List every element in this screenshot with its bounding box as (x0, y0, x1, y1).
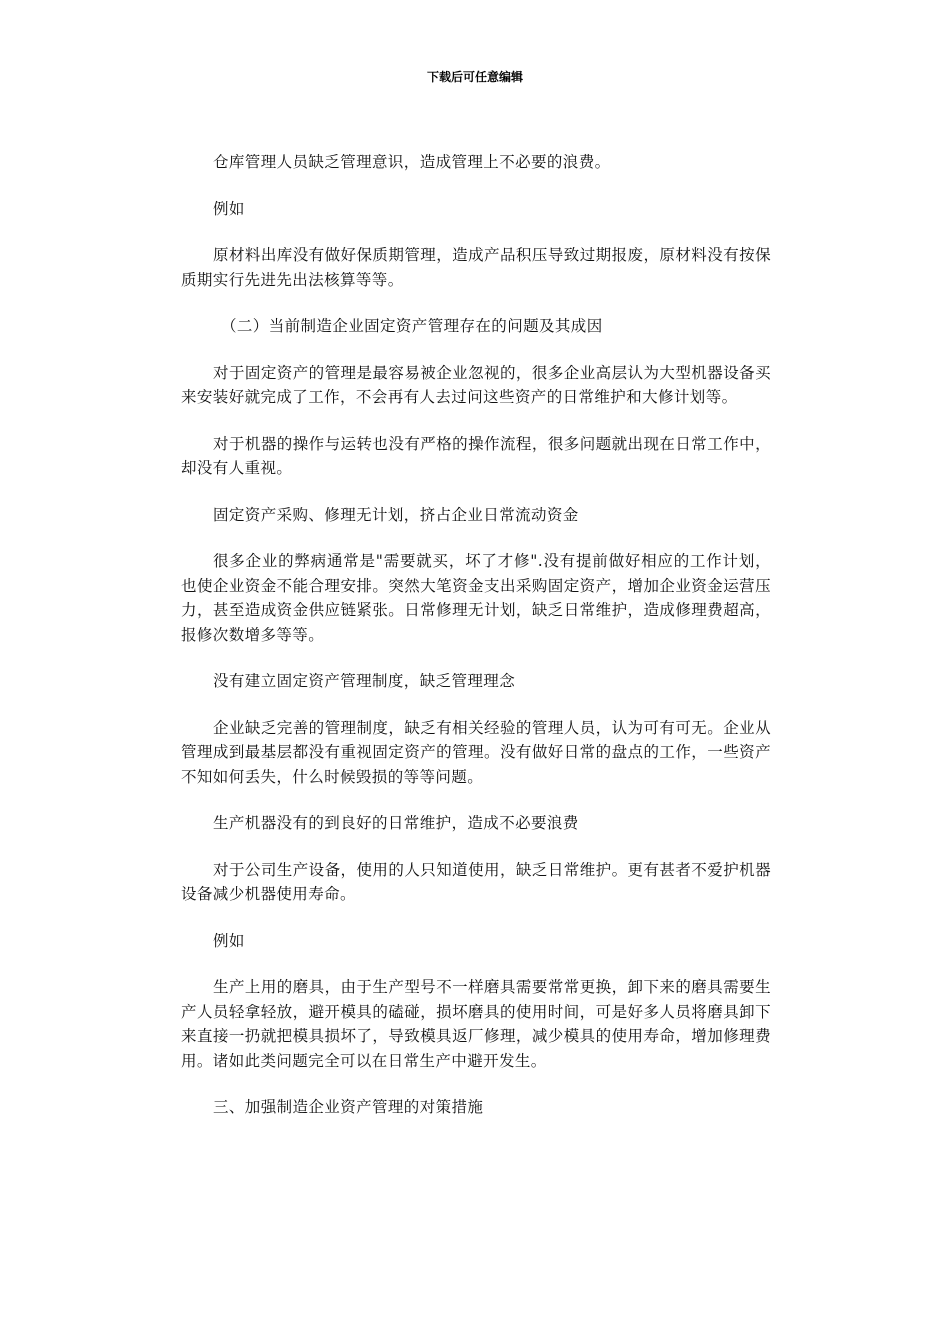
paragraph: 对于公司生产设备，使用的人只知道使用，缺乏日常维护。更有甚者不爱护机器设备减少机器使用寿命。 (181, 860, 771, 903)
subheading: 生产机器没有的到良好的日常维护，造成不必要浪费 (213, 814, 579, 832)
paragraph: 仓库管理人员缺乏管理意识，造成管理上不必要的浪费。 (213, 153, 611, 171)
subheading: 固定资产采购、修理无计划，挤占企业日常流动资金 (213, 505, 579, 524)
subheading: 没有建立固定资产管理制度，缺乏管理理念 (213, 672, 516, 690)
page-header: 下载后可任意编辑 (426, 70, 523, 84)
paragraph-example-label: 例如 (213, 199, 245, 218)
paragraph: 对于固定资产的管理是最容易被企业忽视的，很多企业高层认为大型机器设备买来安装好就完成了工作，不会再有人去过问这些资产的日常维护和大修计划等。 (181, 363, 771, 406)
section-heading: （二）当前制造企业固定资产管理存在的问题及其成因 (221, 317, 603, 335)
paragraph: 对于机器的操作与运转也没有严格的操作流程，很多问题就出现在日常工作中，却没有人重视。 (181, 434, 771, 477)
section-heading: 三、加强制造企业资产管理的对策措施 (213, 1098, 484, 1116)
paragraph: 原材料出库没有做好保质期管理，造成产品积压导致过期报废，原材料没有按保质期实行先进先出法核算等等。 (181, 246, 771, 289)
paragraph: 企业缺乏完善的管理制度，缺乏有相关经验的管理人员，认为可有可无。企业从管理成到最基层都没有重视固定资产的管理。没有做好日常的盘点的工作，一些资产不知如何丢失，什么时候毁损的等等问题。 (181, 718, 771, 786)
document-body (181, 150, 771, 1142)
paragraph: 生产上用的磨具，由于生产型号不一样磨具需要常常更换，卸下来的磨具需要生产人员轻拿轻放，避开模具的磕碰，损坏磨具的使用时间，可是好多人员将磨具卸下来直接一扔就把模具损坏了，导致模具返厂修理，减少模具的使用寿命，增加修理费用。诸如此类问题完全可以在日常生产中避开发生。 (181, 978, 771, 1070)
paragraph: 很多企业的弊病通常是"需要就买，坏了才修".没有提前做好相应的工作计划，也使企业资金不能合理安排。突然大笔资金支出采购固定资产，增加企业资金运营压力，甚至造成资金供应链紧张。日常修理无计划，缺乏日常维护，造成修理费超高，报修次数增多等等。 (181, 552, 771, 644)
paragraph-example-label: 例如 (213, 931, 245, 950)
